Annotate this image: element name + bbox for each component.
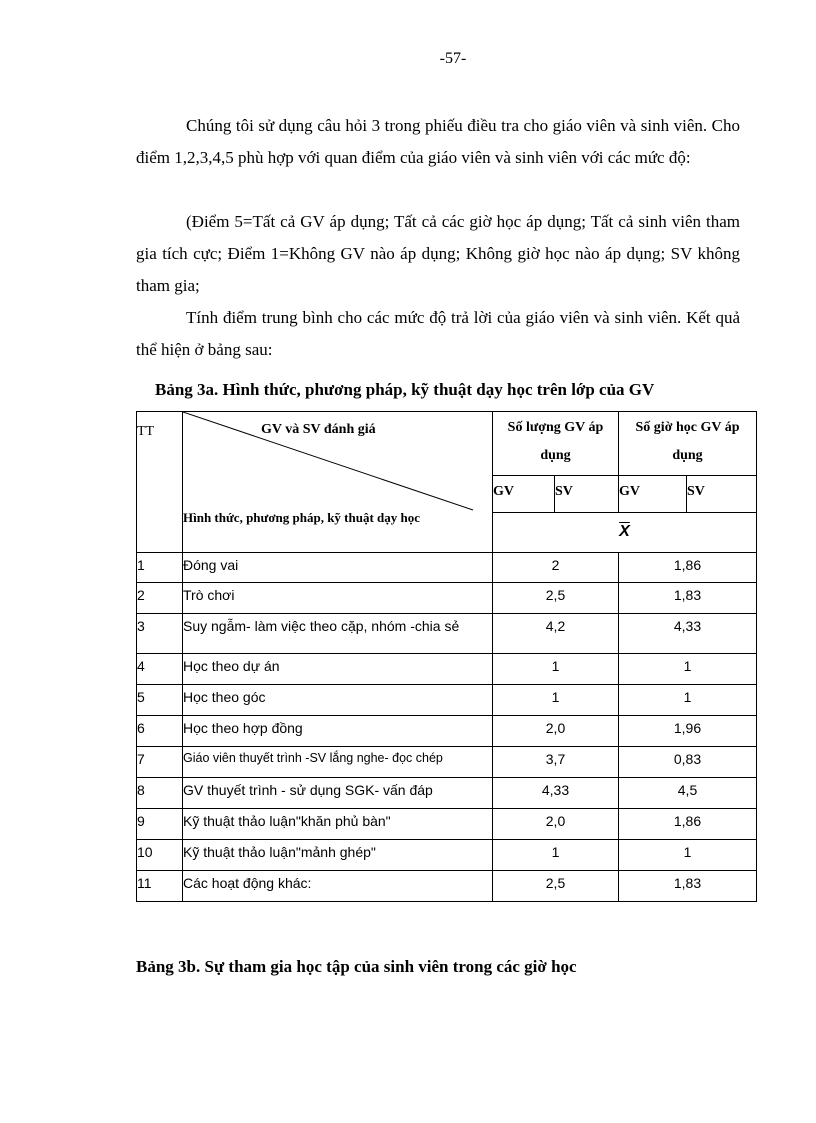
row-value-2: 1,96 [619,716,757,747]
row-value-2: 1,86 [619,809,757,840]
table-row [137,583,757,614]
row-value-2: 1,86 [619,553,757,583]
row-name: Học theo dự án [183,654,493,685]
row-value-2: 1 [619,685,757,716]
row-value-1: 1 [493,654,619,685]
row-value-1: 1 [493,685,619,716]
row-tt: 11 [137,871,183,902]
header-diag-bottom: Hình thức, phương pháp, kỹ thuật dạy học [183,510,421,525]
paragraph-3: Tính điểm trung bình cho các mức độ trả lời của giáo viên và sinh viên. Kết quả thể hiện ở bảng sau: [136,308,740,359]
row-tt: 6 [137,716,183,747]
mean-symbol [493,513,757,553]
table-row [137,809,757,840]
row-name: Giáo viên thuyết trình -SV lắng nghe- đọc chép [183,747,493,778]
row-value-2: 0,83 [619,747,757,778]
row-tt: 9 [137,809,183,840]
row-name: Kỹ thuật thảo luận"mảnh ghép" [183,840,493,871]
table-row [137,685,757,716]
header-diagonal-cell [183,412,493,553]
paragraph-1: Chúng tôi sử dụng câu hỏi 3 trong phiếu điều tra cho giáo viên và sinh viên. Cho điểm 1,2,3,4,5 phù hợp với quan điểm của giáo viên và sinh viên với các mức độ: [136,116,740,167]
header-sv-1: SV [555,476,619,513]
row-value-2: 1,83 [619,583,757,614]
row-value-1: 2,0 [493,809,619,840]
row-tt: 3 [137,614,183,654]
row-name: GV thuyết trình - sử dụng SGK- vấn đáp [183,778,493,809]
row-value-1: 4,33 [493,778,619,809]
paragraph-2: (Điểm 5=Tất cả GV áp dụng; Tất cả các giờ học áp dụng; Tất cả sinh viên tham gia tích cực; Điểm 1=Không GV nào áp dụng; Không giờ học nào áp dụng; SV không tham gia; [136,212,740,295]
header-col1: Số lượng GV áp dụng [493,412,619,476]
table-row [137,654,757,685]
row-value-2: 4,5 [619,778,757,809]
table-3b-caption: Bảng 3b. Sự tham gia học tập của sinh viên trong các giờ học [136,957,577,976]
row-name: Các hoạt động khác: [183,871,493,902]
table-row [137,716,757,747]
row-name: Kỹ thuật thảo luận"khăn phủ bàn" [183,809,493,840]
table-row [137,614,757,654]
row-tt: 5 [137,685,183,716]
row-value-1: 2 [493,553,619,583]
header-gv-1: GV [493,476,555,513]
row-value-1: 3,7 [493,747,619,778]
header-col2: Số giờ học GV áp dụng [619,412,757,476]
row-name: Trò chơi [183,583,493,614]
row-value-1: 2,5 [493,871,619,902]
row-tt: 8 [137,778,183,809]
table-3a [136,411,757,902]
table-row [137,747,757,778]
row-name: Học theo góc [183,685,493,716]
table-row [137,871,757,902]
header-sv-2: SV [687,476,757,513]
row-value-1: 1 [493,840,619,871]
table-row [137,840,757,871]
row-tt: 2 [137,583,183,614]
row-value-1: 4,2 [493,614,619,654]
header-diag-top: GV và SV đánh giá [261,422,376,437]
row-tt: 10 [137,840,183,871]
header-gv-2: GV [619,476,687,513]
row-name: Suy ngẫm- làm việc theo cặp, nhóm -chia sẻ [183,614,493,654]
page-number: -57- [439,50,467,67]
table-3a-caption: Bảng 3a. Hình thức, phương pháp, kỹ thuật dạy học trên lớp của GV [155,380,655,399]
row-value-1: 2,0 [493,716,619,747]
table-row [137,778,757,809]
header-tt: TT [137,412,183,553]
row-name: Học theo hợp đồng [183,716,493,747]
mean-x-bar: $\overline{X}$ [619,523,630,540]
row-tt: 1 [137,553,183,583]
row-value-1: 2,5 [493,583,619,614]
row-value-2: 1 [619,840,757,871]
row-value-2: 1,83 [619,871,757,902]
row-tt: 4 [137,654,183,685]
table-row [137,553,757,583]
row-value-2: 4,33 [619,614,757,654]
row-value-2: 1 [619,654,757,685]
table-3a-body [137,553,757,902]
row-tt: 7 [137,747,183,778]
row-name: Đóng vai [183,553,493,583]
